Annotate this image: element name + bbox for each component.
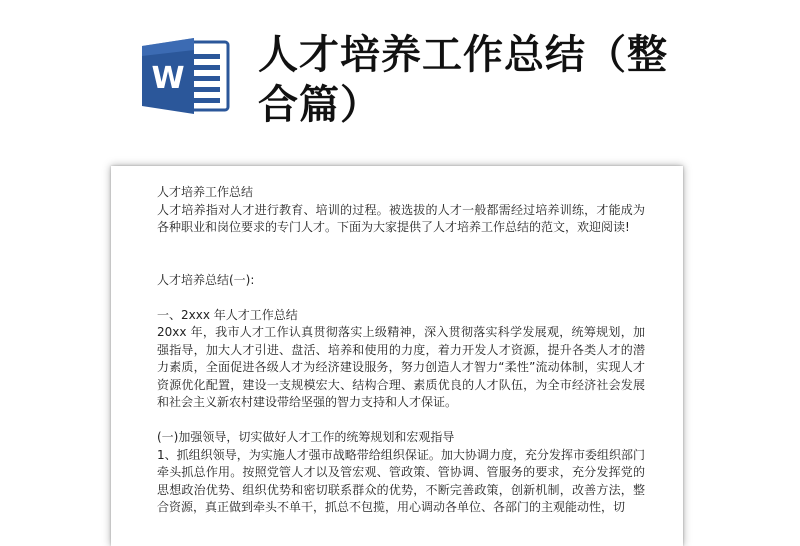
page-title: 人才培养工作总结（整合篇） [258, 32, 668, 128]
spacer [157, 237, 645, 255]
spacer [157, 412, 645, 430]
word-icon-graphic [140, 36, 232, 116]
document-heading: 人才培养工作总结 [157, 185, 254, 199]
part-body: 20xx 年，我市人才工作认真贯彻落实上级精神，深入贯彻落实科学发展观，统筹规划，加强指导，加大人才引进、盘活、培养和使用的力度，着力开发人才资源，提升各类人才的潜力素质，全面促进各级人才为经济建设服务，努力创造人才智力“柔性”流动体制，实现人才资源优化配置，建设一支规模宏大、结构合理、素质优良的人才队伍，为全市经济社会发展和社会主义新农村建设带给坚强的智力支持和人才保证。 [157, 325, 645, 409]
word-icon-letter: W [151, 61, 185, 96]
spacer [157, 289, 645, 307]
document-page [111, 166, 683, 546]
section-title: 人才培养总结(一): [157, 272, 255, 287]
subsection-title: (一)加强领导，切实做好人才工作的统筹规划和宏观指导 [157, 430, 455, 444]
part-title: 一、2xxx 年人才工作总结 [157, 307, 298, 322]
header [0, 0, 800, 165]
document-content [157, 184, 645, 517]
spacer [157, 254, 645, 272]
word-icon [140, 36, 232, 116]
subsection-body: 1、抓组织领导，为实施人才强市战略带给组织保证。加大协调力度，充分发挥市委组织部门牵头抓总作用。按照党管人才以及管宏观、管政策、管协调、管服务的要求，充分发挥党的思想政治优势、组织优势和密切联系群众的优势，不断完善政策，创新机制，改善方法，整合资源，真正做到牵头不单干，抓总不包揽，用心调动各单位、各部门的主观能动性，切 [157, 447, 645, 514]
intro-paragraph: 人才培养指对人才进行教育、培训的过程。被选拔的人才一般都需经过培养训练，才能成为各种职业和岗位要求的专门人才。下面为大家提供了人才培养工作总结的范文，欢迎阅读! [157, 202, 645, 234]
